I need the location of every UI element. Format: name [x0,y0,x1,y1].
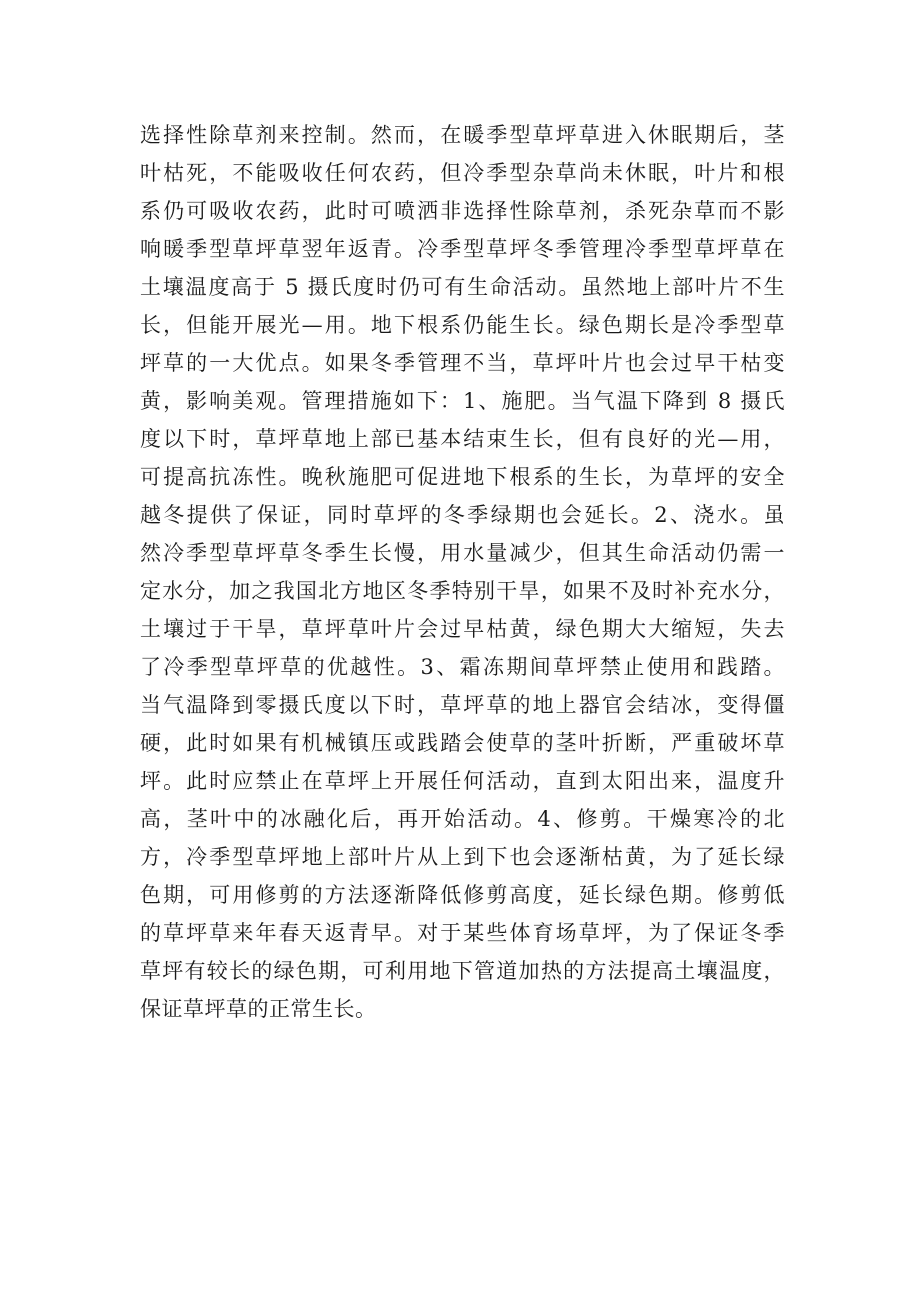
text-line: 保证草坪草的正常生长。 [140,997,377,1021]
text-line: 土壤温度高于 5 摄氏度时仍可有生命活动。虽然地上部叶片不生 [140,275,785,299]
text-line: 当气温降到零摄氏度以下时，草坪草的地上器官会结冰，变得僵 [140,693,785,717]
text-line: 系仍可吸收农药，此时可喷洒非选择性除草剂，杀死杂草而不影 [140,199,785,223]
text-line: 然冷季型草坪草冬季生长慢，用水量减少，但其生命活动仍需一 [140,541,785,565]
text-line: 坪。此时应禁止在草坪上开展任何活动，直到太阳出来，温度升 [140,769,785,793]
text-line: 高，茎叶中的冰融化后，再开始活动。4、修剪。干燥寒冷的北 [140,807,785,831]
text-line: 土壤过于干旱，草坪草叶片会过早枯黄，绿色期大大缩短，失去 [140,617,785,641]
text-line: 色期，可用修剪的方法逐渐降低修剪高度，延长绿色期。修剪低 [140,883,785,907]
text-line: 长，但能开展光—用。地下根系仍能生长。绿色期长是冷季型草 [140,313,785,337]
text-line: 可提高抗冻性。晚秋施肥可促进地下根系的生长，为草坪的安全 [140,465,785,489]
text-line: 定水分，加之我国北方地区冬季特别干旱，如果不及时补充水分， [140,579,785,603]
text-line: 越冬提供了保证，同时草坪的冬季绿期也会延长。2、浇水。虽 [140,503,785,527]
text-line: 的草坪草来年春天返青早。对于某些体育场草坪，为了保证冬季 [140,921,785,945]
text-line: 叶枯死，不能吸收任何农药，但冷季型杂草尚未休眠，叶片和根 [140,161,785,185]
text-line: 选择性除草剂来控制。然而，在暖季型草坪草进入休眠期后，茎 [140,123,785,147]
text-line: 硬，此时如果有机械镇压或践踏会使草的茎叶折断，严重破坏草 [140,731,785,755]
body-paragraph [140,116,785,1028]
text-line: 方，冷季型草坪地上部叶片从上到下也会逐渐枯黄，为了延长绿 [140,845,785,869]
text-line: 黄，影响美观。管理措施如下：1、施肥。当气温下降到 8 摄氏 [140,389,785,413]
text-line: 草坪有较长的绿色期，可利用地下管道加热的方法提高土壤温度， [140,959,785,983]
text-line: 响暖季型草坪草翌年返青。冷季型草坪冬季管理冷季型草坪草在 [140,237,785,261]
text-line: 坪草的一大优点。如果冬季管理不当，草坪叶片也会过早干枯变 [140,351,785,375]
text-line: 了冷季型草坪草的优越性。3、霜冻期间草坪禁止使用和践踏。 [140,655,785,679]
text-line: 度以下时，草坪草地上部已基本结束生长，但有良好的光—用， [140,427,785,451]
